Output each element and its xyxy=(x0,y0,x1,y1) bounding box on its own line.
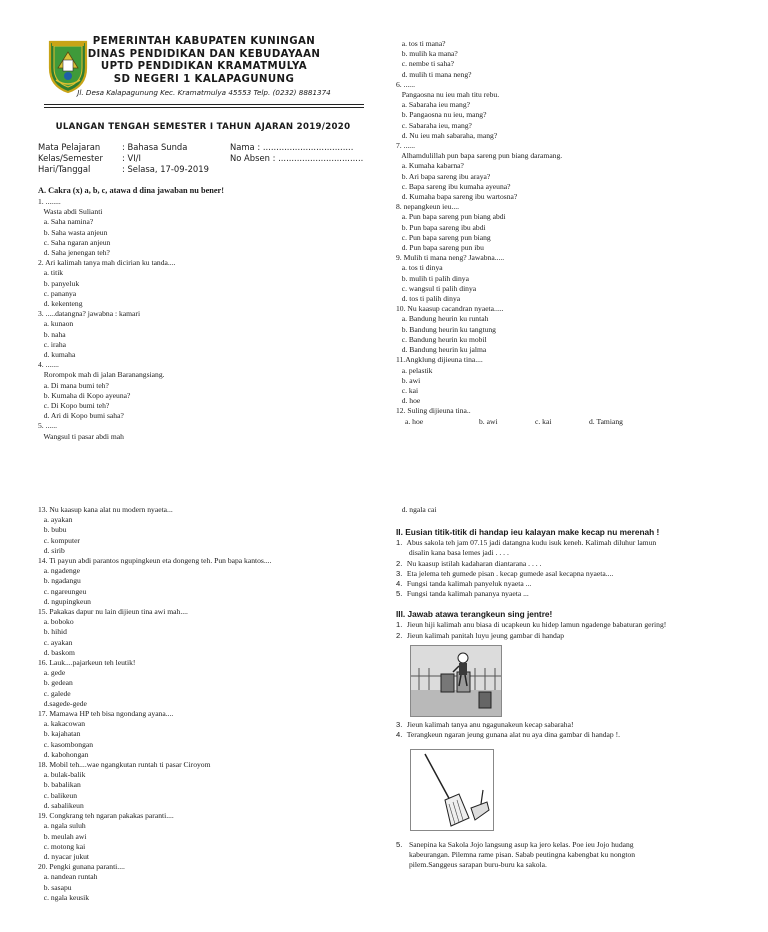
section-a-question-line: 13. Nu kaasup kana alat nu modern nyaeta... xyxy=(38,505,173,514)
section-a-answer-option[interactable]: d. Saha jenengan teh? xyxy=(38,248,110,258)
section-a-answer-option[interactable]: b. Kumaha di Kopo ayeuna? xyxy=(38,390,131,400)
section-a-question-line: Pangaosna nu ieu mah titu rebu. xyxy=(396,90,500,100)
section-a-column-3 xyxy=(38,505,378,903)
section-a-question-line: Wasta abdi Sulianti xyxy=(38,207,103,217)
section-b-item-text: disalin kana basa lemes jadi . . . . xyxy=(408,548,509,558)
section-b-title: II. Eusian titik-titik di handap ieu kalayan make kecap nu merenah ! xyxy=(396,527,660,538)
section-a-question-line: 10. Nu kaasup cacandran nyaeta..... xyxy=(396,304,504,314)
section-a-answer-option[interactable]: d. kekenteng xyxy=(38,299,83,309)
section-b-item-text: Abus sakola teh jam 07.15 jadi datangna kudu isuk keneh. Kalimah diluhur lamun xyxy=(406,538,657,548)
school-address: Jl. Desa Kalapagunung Kec. Kramatmulya 45553 Telp. (0232) 8881374 xyxy=(77,88,331,98)
section-a-answer-option[interactable]: d. baskom xyxy=(38,647,75,657)
section-a-answer-option[interactable]: d. kumaha xyxy=(38,350,76,360)
question-list-13-20 xyxy=(38,505,378,903)
section-a-question-line: 15. Pakakas dapur nu lain dijieun tina awi mah.... xyxy=(38,607,188,617)
section-a-question-line: 19. Congkrang teh ngaran pakakas paranti.... xyxy=(38,811,174,821)
section-a-answer-option[interactable]: b. mulih ka mana? xyxy=(396,49,458,59)
section-c-items xyxy=(396,620,758,640)
section-a-answer-option[interactable]: c. Di Kopo bumi teh? xyxy=(38,401,110,411)
name-field[interactable]: .................................. xyxy=(262,142,354,152)
section-a-answer-option[interactable]: d. Kumaha bapa sareng ibu wartosna? xyxy=(396,192,518,202)
section-a-answer-option[interactable]: b. Pun bapa sareng ibu abdi xyxy=(396,222,486,232)
section-b-item-number: 2. xyxy=(396,558,403,568)
section-a-title: A. Cakra (x) a, b, c, atawa d dina jawaban nu bener! xyxy=(38,186,225,195)
section-a-answer-option[interactable]: b. awi xyxy=(396,375,421,385)
header-line-2: DINAS PENDIDIKAN DAN KEBUDAYAAN xyxy=(87,48,321,60)
section-b-item-number: 3. xyxy=(396,568,403,578)
section-b-item-number: 4. xyxy=(396,579,403,589)
section-a-answer-option[interactable]: c. ayakan xyxy=(38,637,73,647)
section-a-answer-option[interactable]: b. Bandung heurin ku tangtung xyxy=(396,324,496,334)
section-a-answer-option[interactable]: a. tos ti dinya xyxy=(396,263,443,273)
section-a-column-1 xyxy=(38,185,368,442)
class-label: Kelas/Semester xyxy=(38,153,103,163)
section-a-answer-option[interactable]: b. Pangaosna nu ieu, mang? xyxy=(396,110,487,120)
q12-options xyxy=(396,417,736,427)
section-b-item xyxy=(396,569,758,579)
section-a-answer-option[interactable]: b. gedean xyxy=(38,678,73,688)
section-a-answer-option[interactable]: b. bubu xyxy=(38,525,67,535)
question-list-1-5 xyxy=(38,197,368,442)
trash-bin-illustration xyxy=(410,645,502,717)
section-a-question-line: 9. Mulih ti mana neng? Jawabna..... xyxy=(396,253,505,263)
section-a-answer-option[interactable]: a. kunaon xyxy=(38,319,74,329)
section-c-item-4: 4. Terangkeun ngaran jeung gunana alat nu aya dina gambar di handap !. xyxy=(396,730,621,740)
section-a-question-line: 17. Mamawa HP teh bisa ngondang ayana.... xyxy=(38,709,174,719)
section-a-answer-option[interactable]: a. ayakan xyxy=(38,515,73,525)
q12-option-d[interactable]: d. Tamiang xyxy=(589,416,623,426)
section-a-answer-option[interactable]: b. kajahatan xyxy=(38,729,81,739)
section-a-answer-option[interactable]: c. Bandung heurin ku mobil xyxy=(396,334,487,344)
letterhead xyxy=(44,36,364,99)
item-5-number: 5. xyxy=(396,840,403,849)
absen-label: No Absen : xyxy=(230,153,276,163)
section-a-question-line: 6. ...... xyxy=(396,79,415,89)
section-a-question-line: 5. ...... xyxy=(38,421,57,431)
section-a-answer-option[interactable]: d. sirib xyxy=(38,545,65,555)
section-a-answer-option[interactable]: b. Saha wasta anjeun xyxy=(38,227,108,237)
section-a-answer-option[interactable]: c. galede xyxy=(38,688,71,698)
right-bottom-column xyxy=(396,505,758,641)
section-a-question-line: 3. .....datangna? jawabna : kamari xyxy=(38,309,141,319)
section-a-question-line: 16. Lauk....pajarkeun teh leutik! xyxy=(38,658,136,668)
section-a-answer-option[interactable]: d. kabohongan xyxy=(38,749,89,759)
subject-value: : Bahasa Sunda xyxy=(122,142,188,152)
section-a-answer-option[interactable]: c. komputer xyxy=(38,535,80,545)
q12-option-c[interactable]: c. kai xyxy=(535,416,552,426)
section-a-answer-option[interactable]: c. kai xyxy=(396,385,419,395)
section-a-answer-option[interactable]: b. hihid xyxy=(38,627,67,637)
section-a-answer-option[interactable]: c. pananya xyxy=(38,288,77,298)
section-a-question-line: Wangsul ti pasar abdi mah xyxy=(38,431,124,441)
section-a-answer-option[interactable]: d. ngupingkeun xyxy=(38,596,91,606)
item-5-line-3: pilem.Sanggeus sarapan buru-buru ka sakola. xyxy=(409,860,547,870)
section-c-title: III. Jawab atawa terangkeun sing jentre! xyxy=(396,609,553,620)
section-b-item xyxy=(396,589,758,599)
section-a-answer-option[interactable]: a. tos ti mana? xyxy=(396,39,446,48)
section-b-item xyxy=(396,548,758,558)
section-a-answer-option[interactable]: a. titik xyxy=(38,268,64,278)
section-a-answer-option[interactable]: b. Ari bapa sareng ibu araya? xyxy=(396,171,491,181)
section-a-question-line: 1. ........ xyxy=(38,197,61,206)
q20-option-d[interactable]: d. ngala cai xyxy=(396,505,437,514)
section-b-item-text: Nu kaasup istilah kadaharan diantarana . . . . xyxy=(406,558,542,568)
absen-field[interactable]: ................................ xyxy=(278,153,364,163)
section-a-question-line: 2. Ari kalimah tanya mah dicirian ku tanda.... xyxy=(38,258,176,268)
section-a-answer-option[interactable]: c. wangsul ti palih dinya xyxy=(396,283,477,293)
broom-dustpan-illustration xyxy=(410,749,494,831)
name-label: Nama : xyxy=(230,142,261,152)
section-a-answer-option[interactable]: a. ngadenge xyxy=(38,566,80,576)
section-a-answer-option[interactable]: a. Di mana bumi teh? xyxy=(38,380,109,390)
section-a-answer-option[interactable]: c. Saha ngaran anjeun xyxy=(38,237,111,247)
section-a-answer-option[interactable]: b. mulih ti palih dinya xyxy=(396,273,469,283)
section-a-question-line: Alhamdulillah pun bapa sareng pun biang daramang. xyxy=(396,151,563,161)
section-b-item-number: 1. xyxy=(396,538,403,548)
section-a-answer-option[interactable]: c. iraha xyxy=(38,339,67,349)
section-a-answer-option[interactable]: d. Nu ieu mah sabaraha, mang? xyxy=(396,130,498,140)
section-a-answer-option[interactable]: a. Kumaha kabarna? xyxy=(396,161,464,171)
section-a-answer-option[interactable]: a. kakacowan xyxy=(38,719,86,729)
section-c-item-3: 3. Jieun kalimah tanya anu ngagunakeun kecap sabaraha! xyxy=(396,720,574,729)
section-a-answer-option[interactable]: c. motong kai xyxy=(38,841,86,851)
section-a-question-line: 7. ...... xyxy=(396,141,415,151)
section-a-answer-option[interactable]: b. ngadangu xyxy=(38,576,81,586)
letterhead-divider xyxy=(44,104,364,105)
section-b-item xyxy=(396,538,758,548)
section-a-answer-option[interactable]: a. gede xyxy=(38,668,66,678)
section-a-answer-option[interactable]: a. Saha namina? xyxy=(38,217,94,227)
section-a-answer-option[interactable]: a. pelastik xyxy=(396,365,433,375)
section-a-answer-option[interactable]: d.sagede-gede xyxy=(38,698,87,708)
section-a-answer-option[interactable]: c. Sabaraha ieu, mang? xyxy=(396,120,472,130)
section-a-answer-option[interactable]: b. panyeluk xyxy=(38,278,80,288)
section-b-item xyxy=(396,579,758,589)
section-c-item-1: 1. Jieun hiji kalimah anu biasa di ucapkeun ku hidep lamun ngadenge babaturan gering! xyxy=(396,620,667,630)
section-b-item-text: Fungsi tanda kalimah panyeluk nyaeta ... xyxy=(406,579,532,589)
section-a-question-line: 4. ....... xyxy=(38,360,59,370)
exam-info-right xyxy=(230,142,363,164)
section-a-answer-option[interactable]: b. sasapu xyxy=(38,882,72,892)
section-a-question-line: Rorompok mah di jalan Baranangsiang. xyxy=(38,370,165,380)
section-a-answer-option[interactable]: b. meulah awi xyxy=(38,831,87,841)
item-5-line-2: kabeurangan. Pilemna rame pisan. Sabab peutingna kabengbat ku nongton xyxy=(409,850,636,860)
section-a-answer-option[interactable]: c. balikeun xyxy=(38,790,78,800)
section-a-answer-option[interactable]: a. boboko xyxy=(38,617,74,627)
section-a-answer-option[interactable]: c. ngala keusik xyxy=(38,892,90,902)
header-line-4: SD NEGERI 1 KALAPAGUNUNG xyxy=(113,73,295,85)
section-a-answer-option[interactable]: a. nandean runtah xyxy=(38,872,98,882)
section-b-item-text: Eta jelema teh gumede pisan . kecap gumede asal kecapna nyaeta.... xyxy=(406,568,614,578)
q12-option-a[interactable]: a. hoe xyxy=(405,416,424,426)
section-a-question-line: 18. Mobil teh....wae ngangkutan runtah ti pasar Ciroyom xyxy=(38,760,211,770)
section-b-item xyxy=(396,559,758,569)
section-a-answer-option[interactable]: d. mulih ti mana neng? xyxy=(396,69,472,79)
section-a-answer-option[interactable]: a. bulak-balik xyxy=(38,770,86,780)
section-c-item-2: 2. Jieun kalimah panitah luyu jeung gambar di handap xyxy=(396,630,565,640)
section-a-question-line: 8. nepangkeun ieu.... xyxy=(396,202,460,212)
section-a-answer-option[interactable]: c. nembe ti saha? xyxy=(396,59,454,69)
section-a-answer-option[interactable]: d. Ari di Kopo bumi saha? xyxy=(38,411,124,421)
date-label: Hari/Tanggal xyxy=(38,164,91,174)
header-line-3: UPTD PENDIDIKAN KRAMATMULYA xyxy=(100,61,308,73)
section-a-question-line: 12. Suling dijieuna tina.. xyxy=(396,406,471,416)
q12-option-b[interactable]: b. awi xyxy=(479,416,498,426)
letterhead-divider-thin xyxy=(44,107,364,108)
exam-info-left xyxy=(38,142,209,175)
class-value: : VI/I xyxy=(122,153,141,163)
section-a-answer-option[interactable]: d. Pun bapa sareng pun ibu xyxy=(396,243,484,253)
section-a-answer-option[interactable]: a. Pun bapa sareng pun biang abdi xyxy=(396,212,506,222)
section-a-answer-option[interactable]: b. babalikan xyxy=(38,780,81,790)
section-c-items-3-4 xyxy=(396,720,758,740)
section-a-answer-option[interactable]: d. nyacar jukut xyxy=(38,851,90,861)
section-a-answer-option[interactable]: c. Bapa sareng ibu kumaha ayeuna? xyxy=(396,181,511,191)
question-list-5-12 xyxy=(396,39,736,417)
section-a-answer-option[interactable]: a. ngala suluh xyxy=(38,821,86,831)
section-a-answer-option[interactable]: c. Pun bapa sareng pun biang xyxy=(396,232,491,242)
section-a-question-line: 14. Ti payun abdi parantos ngupingkeun eta dongeng teh. Pun bapa kantos.... xyxy=(38,556,272,566)
section-a-question-line: 20. Pengki gunana paranti.... xyxy=(38,862,125,872)
section-a-answer-option[interactable]: c. kasombongan xyxy=(38,739,94,749)
section-b-items xyxy=(396,538,758,599)
item-5-line-1: Sanepina ka Sakola Jojo langsung asup ka jero kelas. Poe ieu Jojo hudang xyxy=(409,840,634,849)
section-b-item-text: Fungsi tanda kalimah pananya nyaeta ... xyxy=(406,589,529,599)
section-a-answer-option[interactable]: d. hoe xyxy=(396,396,421,406)
header-line-1: PEMERINTAH KABUPATEN KUNINGAN xyxy=(92,36,316,47)
section-a-column-2 xyxy=(396,39,736,427)
section-a-question-line: 11.Angklung dijieuna tina.... xyxy=(396,355,483,365)
section-a-answer-option[interactable]: a. Bandung heurin ku runtah xyxy=(396,314,489,324)
exam-title: ULANGAN TENGAH SEMESTER I TAHUN AJARAN 2019/2020 xyxy=(55,122,351,132)
section-b-item-number: 5. xyxy=(396,589,403,599)
subject-label: Mata Pelajaran xyxy=(38,142,101,152)
section-a-answer-option[interactable]: d. tos ti palih dinya xyxy=(396,294,461,304)
section-a-answer-option[interactable]: d. sabalikeun xyxy=(38,800,84,810)
section-a-answer-option[interactable]: d. Bandung heurin ku jalma xyxy=(396,345,487,355)
section-a-answer-option[interactable]: c. ngareungeu xyxy=(38,586,87,596)
section-a-answer-option[interactable]: b. naha xyxy=(38,329,66,339)
date-value: : Selasa, 17-09-2019 xyxy=(122,164,209,174)
section-a-answer-option[interactable]: a. Sabaraha ieu mang? xyxy=(396,100,471,110)
section-c-item-5 xyxy=(396,840,758,871)
